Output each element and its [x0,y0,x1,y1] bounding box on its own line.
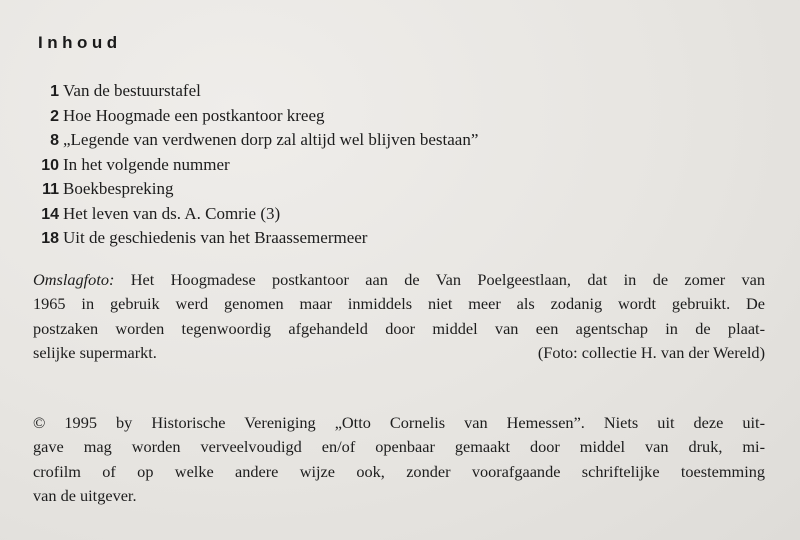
toc-page-number: 11 [42,181,59,198]
photo-credit: (Foto: collectie H. van der Wereld) [537,343,765,363]
toc-entry [30,153,630,178]
toc-title: In het volgende nummer [63,154,230,174]
caption-text: selijke supermarkt. [33,343,157,363]
toc-title: „Legende van verdwenen dorp zal altijd wel blijven bestaan” [63,130,479,149]
copyright-line: © 1995 by Historische Vereniging „Otto Cornelis van Hemessen”. Niets uit deze uit- [33,413,765,432]
copyright-line: crofilm of op welke andere wijze ook, zonder voorafgaande schriftelijke toestemming [33,461,765,481]
toc-page-number: 18 [41,230,59,247]
toc-entry [30,202,630,227]
toc-page-number: 14 [41,205,59,223]
toc-entry [30,177,630,202]
toc-page-number: 2 [50,107,59,125]
copyright-line: gave mag worden verveelvoudigd en/of openbaar gemaakt door middel van druk, mi- [33,437,765,457]
page-title: Inhoud [38,33,122,52]
caption-line [33,268,765,292]
toc-entry [30,104,630,129]
caption-line: postzaken worden tegenwoordig afgehandeld door middel van een agentschap in de plaat- [33,318,765,338]
caption-label: Omslagfoto: [33,270,115,289]
toc-entry [30,79,630,104]
toc-page-number: 10 [41,156,59,174]
caption-text: Het Hoogmadese postkantoor aan de Van Poelgeestlaan, dat in de zomer van [114,270,765,289]
toc-entry [30,128,630,153]
toc-title: Het leven van ds. A. Comrie (3) [63,203,281,223]
copyright-line: van de uitgever. [33,486,137,506]
copyright-notice [33,411,765,509]
toc-page-number: 1 [50,83,59,100]
toc-title: Uit de geschiedenis van het Braassemermeer [63,228,368,247]
toc-title: Van de bestuurstafel [63,81,201,100]
toc-entry [30,226,630,251]
toc-title: Hoe Hoogmade een postkantoor kreeg [63,105,325,125]
toc-page-number: 8 [50,132,59,149]
caption-line: 1965 in gebruik werd genomen maar inmiddels niet meer als zodanig wordt gebruikt. De [33,294,765,314]
caption-line [33,341,765,365]
cover-photo-caption [33,268,765,366]
table-of-contents [30,79,630,251]
toc-title: Boekbespreking [63,179,174,198]
